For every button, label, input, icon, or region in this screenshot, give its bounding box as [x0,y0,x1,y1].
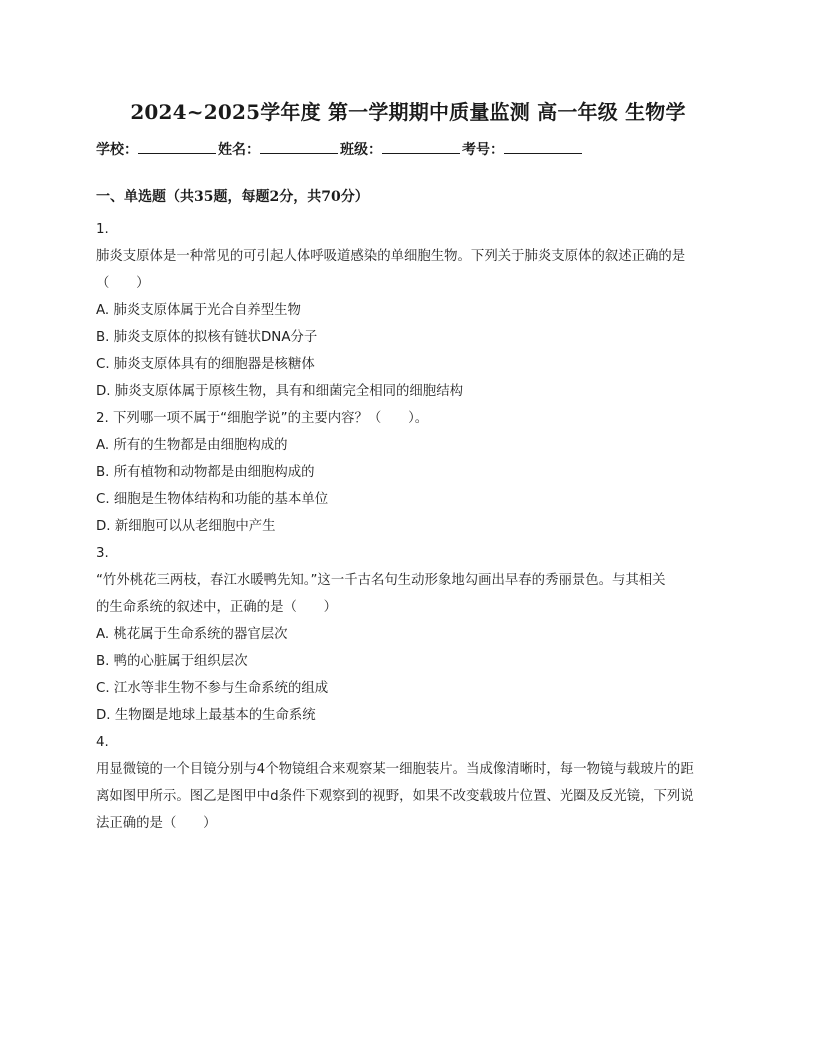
option-d: D. 生物圈是地球上最基本的生命系统 [96,708,316,723]
option-a: A. 肺炎支原体属于光合自养型生物 [96,303,301,318]
question-1 [96,216,724,405]
question-stem-line: 离如图甲所示。图乙是图甲中d条件下观察到的视野，如果不改变载玻片位置、光圈及反光镜，下列说 [96,789,694,804]
option-d: D. 肺炎支原体属于原核生物，具有和细菌完全相同的细胞结构 [96,384,463,399]
name-blank [260,139,338,154]
question-stem-line: 2. 下列哪一项不属于“细胞学说”的主要内容？（ ）。 [96,411,429,426]
option-a: A. 所有的生物都是由细胞构成的 [96,438,288,453]
class-blank [382,139,460,154]
questions-list [96,216,724,837]
question-stem-line: （ ） [96,276,150,291]
school-blank [138,139,216,154]
question-number: 1. [96,222,109,237]
option-b: B. 所有植物和动物都是由细胞构成的 [96,465,315,480]
question-stem-line: 肺炎支原体是一种常见的可引起人体呼吸道感染的单细胞生物。下列关于肺炎支原体的叙述正确的是 [96,249,686,264]
question-3 [96,540,724,729]
question-stem-line: 法正确的是（ ） [96,816,217,831]
option-b: B. 肺炎支原体的拟核有链状DNA分子 [96,330,318,345]
option-c: C. 肺炎支原体具有的细胞器是核糖体 [96,357,315,372]
option-d: D. 新细胞可以从老细胞中产生 [96,519,276,534]
student-info-row [96,139,584,159]
exam-number-label: 考号： [462,142,504,158]
option-c: C. 细胞是生物体结构和功能的基本单位 [96,492,329,507]
question-stem-line: “竹外桃花三两枝，春江水暖鸭先知。”这一千古名句生动形象地勾画出早春的秀丽景色。与其相关 [96,573,666,588]
section-heading: 一、单选题（共35题，每题2分，共70分） [96,189,369,205]
question-stem-line: 用显微镜的一个目镜分别与4个物镜组合来观察某一细胞装片。当成像清晰时，每一物镜与载玻片的距 [96,762,694,777]
question-4 [96,729,724,837]
option-a: A. 桃花属于生命系统的器官层次 [96,627,288,642]
page-title: 2024~2025学年度 第一学期期中质量监测 高一年级 生物学 [130,100,686,124]
school-label: 学校： [96,142,138,158]
class-label: 班级： [340,142,382,158]
name-label: 姓名： [218,142,260,158]
question-number: 3. [96,546,109,561]
option-b: B. 鸭的心脏属于组织层次 [96,654,248,669]
exam-number-blank [504,139,582,154]
question-number: 4. [96,735,109,750]
question-stem-line: 的生命系统的叙述中，正确的是（ ） [96,600,338,615]
question-2 [96,405,724,540]
option-c: C. 江水等非生物不参与生命系统的组成 [96,681,329,696]
